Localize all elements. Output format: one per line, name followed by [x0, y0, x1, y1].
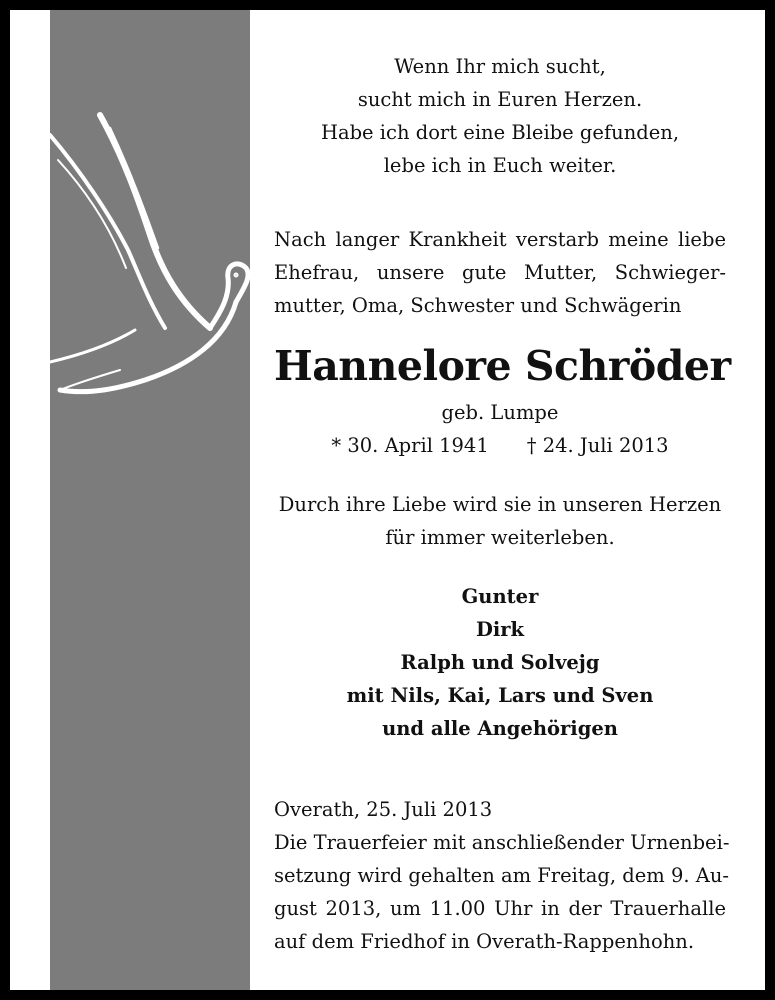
- mourner: und alle Angehörigen: [382, 717, 618, 740]
- place-date: [274, 793, 726, 826]
- dove-icon: [50, 10, 250, 410]
- maiden-name-text: geb. Lumpe: [441, 401, 559, 424]
- mourner: Ralph und Solvejg: [400, 651, 600, 674]
- poem-line: lebe ich in Euch weiter.: [383, 154, 617, 177]
- mourners-list: [274, 580, 726, 745]
- death-date: † 24. Juli 2013: [526, 434, 669, 457]
- funeral-line: setzung wird gehalten am Freitag, dem 9. Au-: [274, 864, 729, 887]
- funeral-line: gust 2013, um 11.00 Uhr in der Trauerhalle: [274, 897, 726, 920]
- tribute-line: für immer weiterleben.: [385, 526, 615, 549]
- poem-line: Wenn Ihr mich sucht,: [394, 55, 606, 78]
- intro-paragraph: [274, 223, 726, 322]
- intro-line: mutter, Oma, Schwester und Schwägerin: [274, 294, 682, 317]
- mourner: Dirk: [475, 618, 525, 641]
- mourner: mit Nils, Kai, Lars und Sven: [346, 684, 654, 707]
- funeral-line: Die Trauerfeier mit anschließender Urnenbei-: [274, 831, 730, 854]
- birth-date: * 30. April 1941: [331, 434, 489, 457]
- deceased-name: Hannelore Schröder: [274, 342, 731, 390]
- tribute-line: Durch ihre Liebe wird sie in unseren Herzen: [278, 493, 722, 516]
- funeral-info: [274, 826, 730, 958]
- intro-line: Nach langer Krankheit verstarb meine liebe: [274, 228, 726, 251]
- life-dates: [274, 429, 726, 462]
- maiden-name: [274, 396, 726, 429]
- poem-line: sucht mich in Euren Herzen.: [357, 88, 643, 111]
- funeral-line: auf dem Friedhof in Overath-Rappenhohn.: [274, 930, 695, 953]
- intro-line: Ehefrau, unsere gute Mutter, Schwieger-: [274, 261, 726, 284]
- poem-line: Habe ich dort eine Bleibe gefunden,: [320, 121, 680, 144]
- poem: [274, 50, 726, 182]
- decorative-stripe: [50, 10, 250, 990]
- tribute: [274, 488, 726, 554]
- place-date-text: Overath, 25. Juli 2013: [274, 798, 493, 821]
- mourner: Gunter: [461, 585, 539, 608]
